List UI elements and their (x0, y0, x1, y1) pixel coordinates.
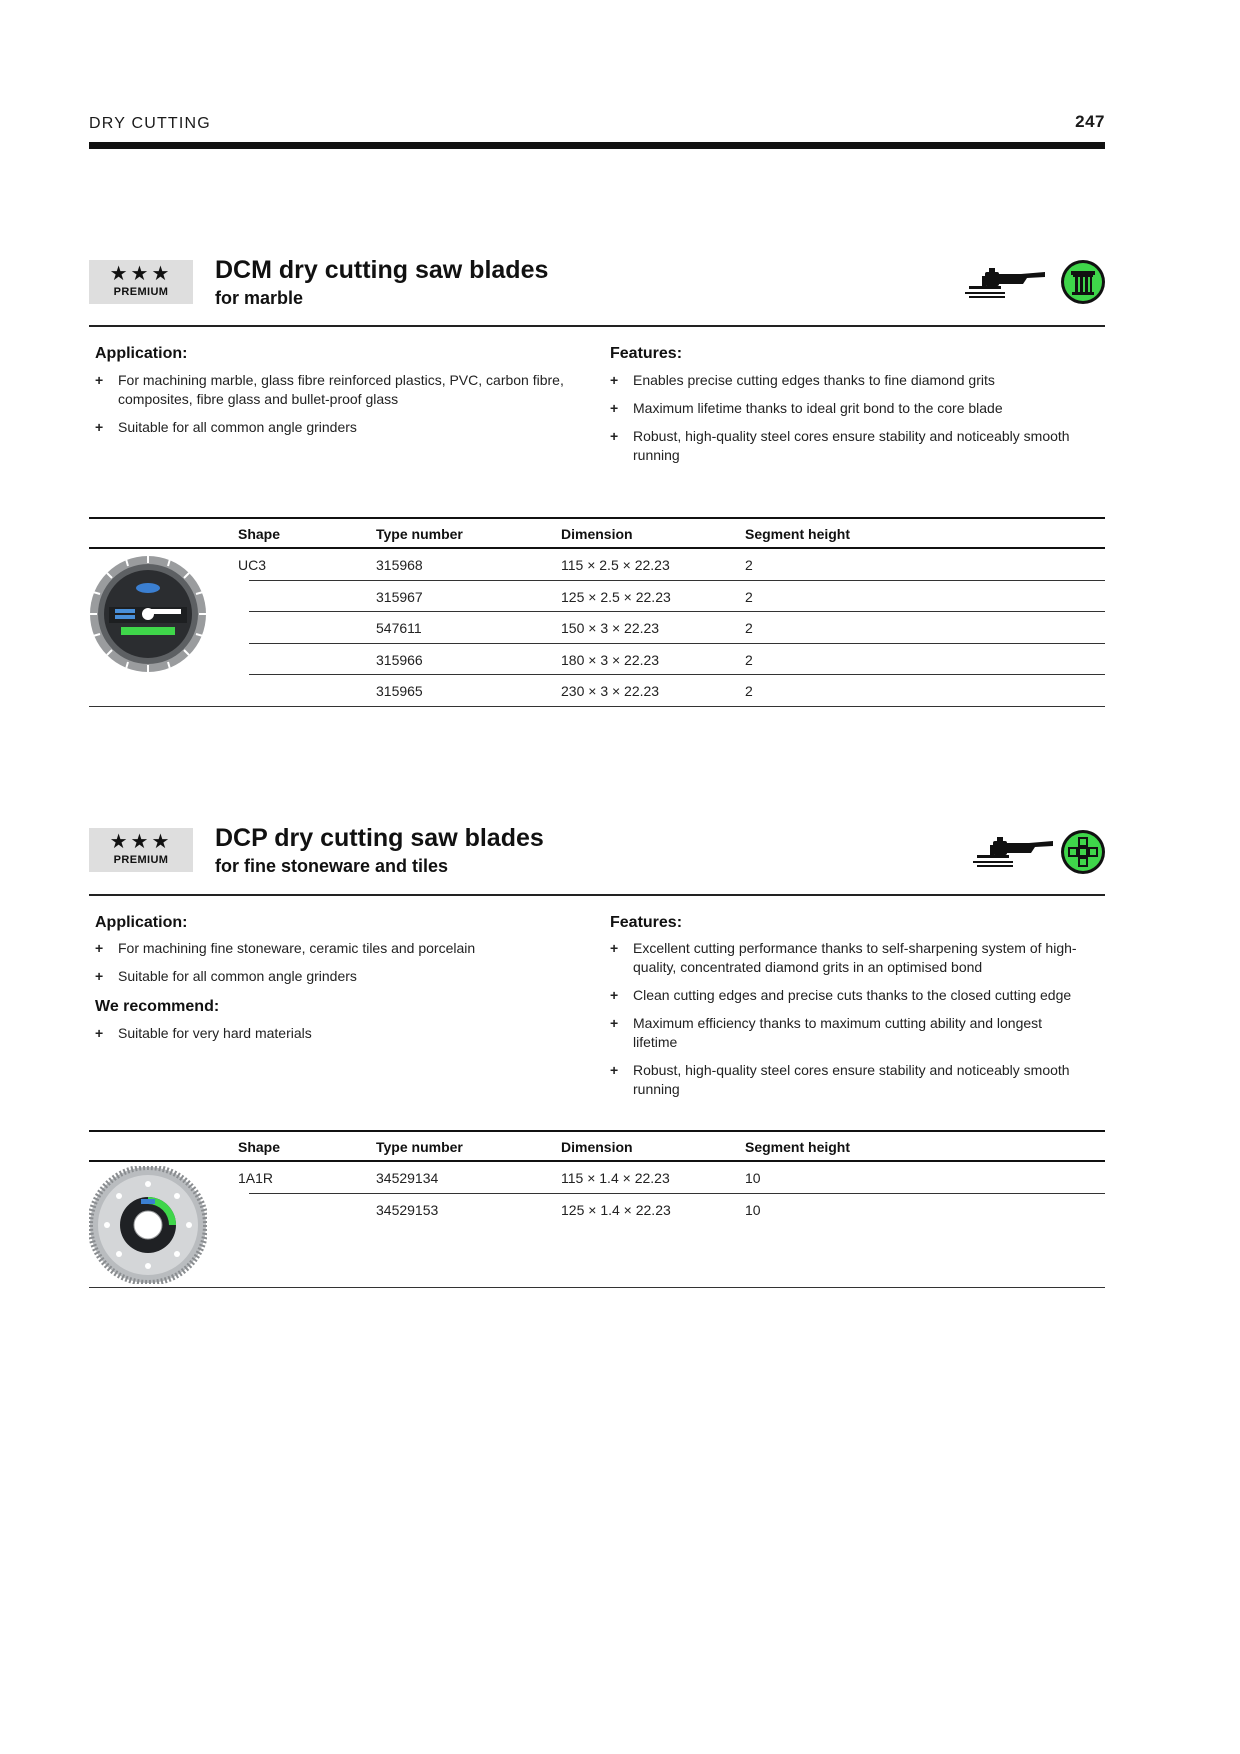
title-rule (89, 894, 1105, 896)
list-item: + Excellent cutting performance thanks to self-sharpening system of high-quality, concentrated diamond grits in an optimised bond (610, 940, 1077, 975)
premium-label: PREMIUM (113, 854, 169, 866)
table-row: 315967 125 × 2.5 × 22.23 2 (89, 581, 1105, 613)
col-type-number: Type number (376, 1139, 463, 1155)
spec-table (89, 1130, 1105, 1225)
marble-column-icon (1061, 260, 1105, 304)
list-item: + Maximum lifetime thanks to ideal grit bond to the core blade (610, 400, 1003, 416)
premium-badge (89, 828, 193, 872)
table-bottom-rule (89, 1287, 1105, 1288)
premium-label: PREMIUM (113, 286, 169, 298)
angle-grinder-icon (973, 833, 1057, 873)
col-segment-height: Segment height (745, 526, 851, 542)
list-item: + Enables precise cutting edges thanks to fine diamond grits (610, 372, 995, 388)
table-row: UC3 315968 115 × 2.5 × 22.23 2 (89, 549, 1105, 581)
section-title: DRY CUTTING (89, 115, 211, 132)
rating-stars-icon: ★★★ (109, 831, 173, 853)
turbo-saw-blade-image (89, 1166, 207, 1284)
recommend-heading: We recommend: (95, 998, 220, 1015)
header-rule (89, 142, 1105, 149)
features-list (608, 371, 1078, 474)
spec-table (89, 517, 1105, 707)
table-header (89, 1130, 1105, 1162)
list-item: + For machining fine stoneware, ceramic tiles and porcelain (95, 940, 476, 956)
recommend-list (93, 1024, 573, 1052)
col-dimension: Dimension (561, 526, 633, 542)
col-segment-height: Segment height (745, 1139, 851, 1155)
rating-stars-icon: ★★★ (109, 263, 173, 285)
table-bottom-rule (89, 706, 1105, 707)
product-subtitle: for fine stoneware and tiles (215, 856, 449, 876)
application-list (93, 371, 573, 446)
application-heading: Application: (95, 914, 188, 931)
tiles-icon (1061, 830, 1105, 874)
table-row: 315965 230 × 3 × 22.23 2 (376, 683, 753, 699)
table-row: 315966 180 × 3 × 22.23 2 (89, 644, 1105, 676)
product-title: DCM dry cutting saw blades (215, 256, 549, 284)
list-item: + Suitable for all common angle grinders (95, 968, 357, 984)
col-shape: Shape (238, 526, 281, 542)
list-item: + Robust, high-quality steel cores ensure stability and noticeably smooth running (610, 1062, 1070, 1097)
features-heading: Features: (610, 345, 683, 362)
col-dimension: Dimension (561, 1139, 633, 1155)
col-shape: Shape (238, 1139, 281, 1155)
segmented-saw-blade-image (89, 555, 207, 673)
title-rule (89, 325, 1105, 327)
table-row: 1A1R 34529134 115 × 1.4 × 22.23 10 (89, 1162, 1105, 1194)
list-item: + Clean cutting edges and precise cuts thanks to the closed cutting edge (610, 987, 1072, 1003)
product-title: DCP dry cutting saw blades (215, 824, 544, 852)
features-list (608, 939, 1078, 1108)
page-number: 247 (1075, 112, 1105, 131)
table-header (89, 517, 1105, 549)
list-item: + Robust, high-quality steel cores ensure stability and noticeably smooth running (610, 428, 1070, 463)
table-row: 34529153 125 × 1.4 × 22.23 10 (376, 1201, 761, 1218)
list-item: + For machining marble, glass fibre reinforced plastics, PVC, carbon fibre, composites, fibre glass and bullet-proof glass (95, 372, 564, 407)
list-item: + Suitable for all common angle grinders (95, 419, 357, 435)
application-list (93, 939, 573, 995)
application-heading: Application: (95, 345, 188, 362)
premium-badge (89, 260, 193, 304)
list-item: + Suitable for very hard materials (95, 1025, 312, 1041)
col-type-number: Type number (376, 526, 463, 542)
product-subtitle: for marble (215, 288, 304, 308)
features-heading: Features: (610, 914, 683, 931)
table-row: 547611 150 × 3 × 22.23 2 (89, 612, 1105, 644)
list-item: + Maximum efficiency thanks to maximum cutting ability and longest lifetime (610, 1015, 1043, 1050)
angle-grinder-icon (965, 264, 1049, 304)
